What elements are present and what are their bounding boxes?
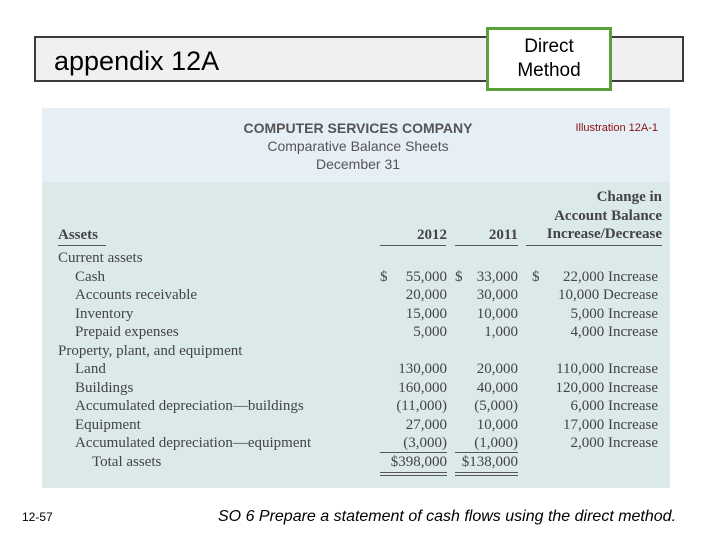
change-header: [522, 188, 662, 244]
table-row: [42, 323, 670, 341]
change-value: 110,000 Increase: [556, 361, 658, 377]
assets-header-underline: [58, 245, 106, 246]
table-row: [42, 360, 670, 378]
value-2012: (11,000): [396, 398, 447, 414]
value-2011: $138,000: [461, 453, 518, 470]
change-header-line3: Increase/Decrease: [546, 226, 662, 242]
change-header-underline: [526, 245, 662, 246]
table-row: [42, 434, 670, 452]
company-name: COMPUTER SERVICES COMPANY: [243, 120, 473, 136]
method-label-box: [486, 27, 612, 91]
value-2011: 40,000: [476, 379, 518, 396]
year-2011-underline: [455, 245, 518, 246]
change-value: 6,000 Increase: [570, 398, 658, 414]
study-objective: SO 6 Prepare a statement of cash flows using the direct method.: [218, 508, 677, 525]
method-label-line2: Method: [517, 60, 581, 81]
row-label: Prepaid expenses: [75, 324, 179, 340]
row-label: Accumulated depreciation—buildings: [75, 398, 304, 414]
total-double-underline: [455, 472, 518, 473]
row-label: Property, plant, and equipment: [58, 342, 243, 359]
value-2012: (3,000): [403, 435, 447, 451]
row-label: Land: [75, 361, 106, 377]
change-value: 2,000 Increase: [570, 435, 658, 451]
illustration-label: Illustration 12A-1: [575, 122, 658, 134]
change-value: 4,000 Increase: [570, 324, 658, 340]
value-2012: 27,000: [405, 416, 447, 433]
row-label: Total assets: [92, 453, 162, 470]
table-row: [42, 286, 670, 304]
value-2012: $398,000: [390, 453, 447, 470]
value-2012: 20,000: [405, 287, 447, 303]
change-value: 10,000 Decrease: [558, 287, 658, 303]
value-2011: 30,000: [476, 287, 518, 303]
year-2012-header: 2012: [417, 227, 447, 243]
table-row: [42, 416, 670, 434]
value-2011: 10,000: [476, 416, 518, 433]
table-row: [42, 268, 670, 286]
table-row: [42, 249, 670, 267]
value-2011: (1,000): [474, 435, 518, 451]
dollar-sign: $: [455, 268, 463, 285]
value-2011: 1,000: [484, 324, 518, 340]
total-double-underline: [380, 472, 447, 473]
value-2012: 130,000: [398, 361, 447, 377]
dollar-sign: $: [380, 268, 388, 285]
assets-header: Assets: [58, 227, 98, 243]
change-value: 17,000 Increase: [563, 416, 658, 433]
change-header-line1: Change in: [596, 189, 662, 205]
dollar-sign: $: [532, 268, 540, 285]
total-row: [42, 453, 670, 471]
row-label: Accumulated depreciation—equipment: [75, 435, 312, 451]
row-label: Accounts receivable: [75, 287, 198, 303]
table-row: [42, 379, 670, 397]
value-2012: 160,000: [398, 379, 447, 396]
method-label-line1: Direct: [524, 36, 574, 57]
row-label: Cash: [75, 268, 105, 285]
table-row: [42, 305, 670, 323]
value-2011: 20,000: [476, 361, 518, 377]
row-label: Inventory: [75, 305, 134, 322]
table-row: [42, 342, 670, 360]
total-double-underline: [380, 475, 447, 476]
row-label: Current assets: [58, 250, 143, 266]
balance-sheet-illustration: [42, 108, 670, 488]
value-2012: 5,000: [413, 324, 447, 340]
value-2011: (5,000): [474, 398, 518, 414]
year-2012-underline: [380, 245, 446, 246]
total-double-underline: [455, 475, 518, 476]
value-2011: 10,000: [476, 305, 518, 322]
value-2011: 33,000: [476, 268, 518, 285]
statement-name: Comparative Balance Sheets: [267, 138, 449, 154]
row-label: Equipment: [75, 416, 141, 433]
change-value: 120,000 Increase: [555, 379, 658, 396]
illustration-header: [42, 108, 670, 182]
value-2012: 55,000: [405, 268, 447, 285]
page-number: 12-57: [22, 510, 53, 524]
change-header-line2: Account Balance: [554, 207, 662, 224]
table-row: [42, 397, 670, 415]
slide-title: appendix 12A: [54, 46, 220, 76]
row-label: Buildings: [75, 379, 134, 396]
value-2012: 15,000: [405, 305, 447, 322]
change-value: 22,000 Increase: [563, 268, 658, 285]
year-2011-header: 2011: [488, 227, 518, 243]
statement-date: December 31: [315, 156, 401, 172]
change-value: 5,000 Increase: [570, 305, 658, 322]
